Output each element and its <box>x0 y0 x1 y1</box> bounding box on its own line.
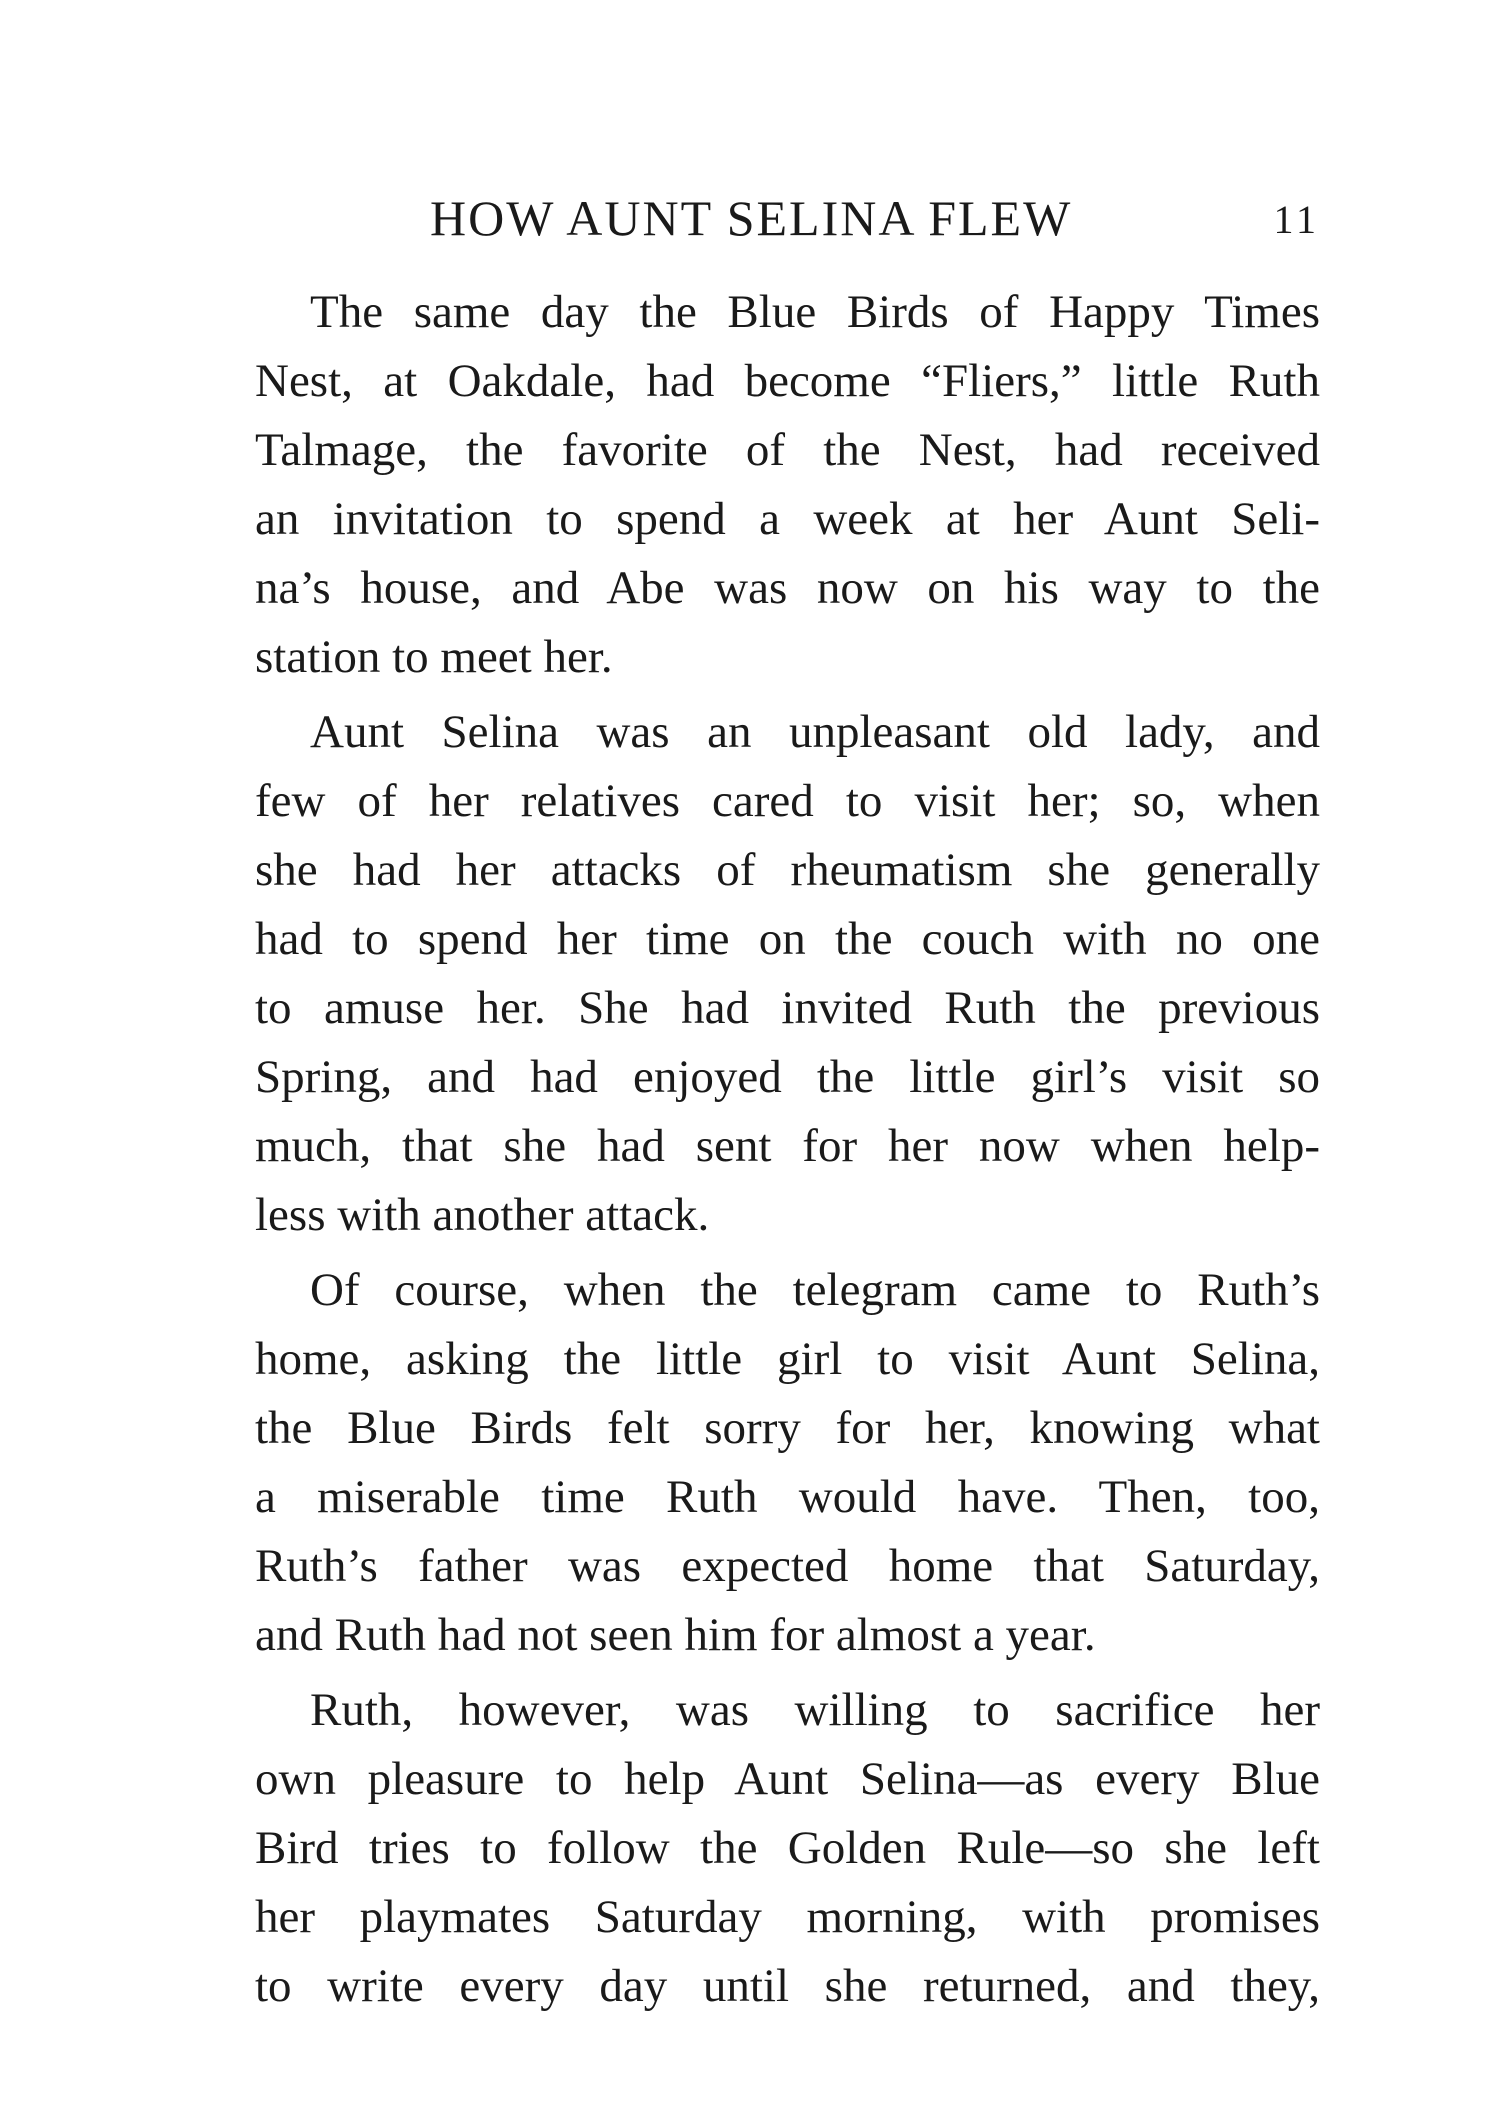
text-line: Talmage, the favorite of the Nest, had received <box>255 424 1320 476</box>
text-line: had to spend her time on the couch with no one <box>255 913 1320 965</box>
text-line: na’s house, and Abe was now on his way to the <box>255 562 1320 614</box>
text-line: to write every day until she returned, and they, <box>255 1960 1320 2012</box>
text-line: Spring, and had enjoyed the little girl’s visit so <box>255 1051 1320 1103</box>
text-line: Bird tries to follow the Golden Rule—so she left <box>255 1822 1320 1874</box>
text-line: less with another attack. <box>255 1189 710 1241</box>
text-line: she had her attacks of rheumatism she generally <box>255 844 1320 896</box>
text-line: home, asking the little girl to visit Aunt Selina, <box>255 1333 1320 1385</box>
paragraph <box>255 278 1320 692</box>
text-line: her playmates Saturday morning, with promises <box>255 1891 1320 1943</box>
text-line: Ruth’s father was expected home that Saturday, <box>255 1540 1320 1592</box>
text-line: Nest, at Oakdale, had become “Fliers,” little Ruth <box>255 355 1320 407</box>
text-line: Of course, when the telegram came to Ruth’s <box>310 1264 1320 1316</box>
text-line: a miserable time Ruth would have. Then, too, <box>255 1471 1320 1523</box>
running-title: HOW AUNT SELINA FLEW <box>430 190 1073 246</box>
text-line: Ruth, however, was willing to sacrifice her <box>310 1684 1320 1736</box>
text-line: station to meet her. <box>255 631 613 683</box>
text-line: the Blue Birds felt sorry for her, knowing what <box>255 1402 1320 1454</box>
text-line: Aunt Selina was an unpleasant old lady, and <box>310 706 1320 758</box>
running-head <box>255 188 1320 248</box>
text-line: The same day the Blue Birds of Happy Times <box>310 286 1320 338</box>
paragraph <box>255 1676 1320 2021</box>
body-text <box>255 278 1320 2027</box>
text-line: an invitation to spend a week at her Aunt Seli- <box>255 493 1320 545</box>
page-number: 11 <box>1273 197 1320 242</box>
text-line: and Ruth had not seen him for almost a year. <box>255 1609 1096 1661</box>
text-line: to amuse her. She had invited Ruth the previous <box>255 982 1320 1034</box>
text-line: much, that she had sent for her now when help- <box>255 1120 1320 1172</box>
paragraph <box>255 698 1320 1250</box>
text-line: few of her relatives cared to visit her; so, when <box>255 775 1320 827</box>
text-line: own pleasure to help Aunt Selina—as every Blue <box>255 1753 1320 1805</box>
paragraph <box>255 1256 1320 1670</box>
